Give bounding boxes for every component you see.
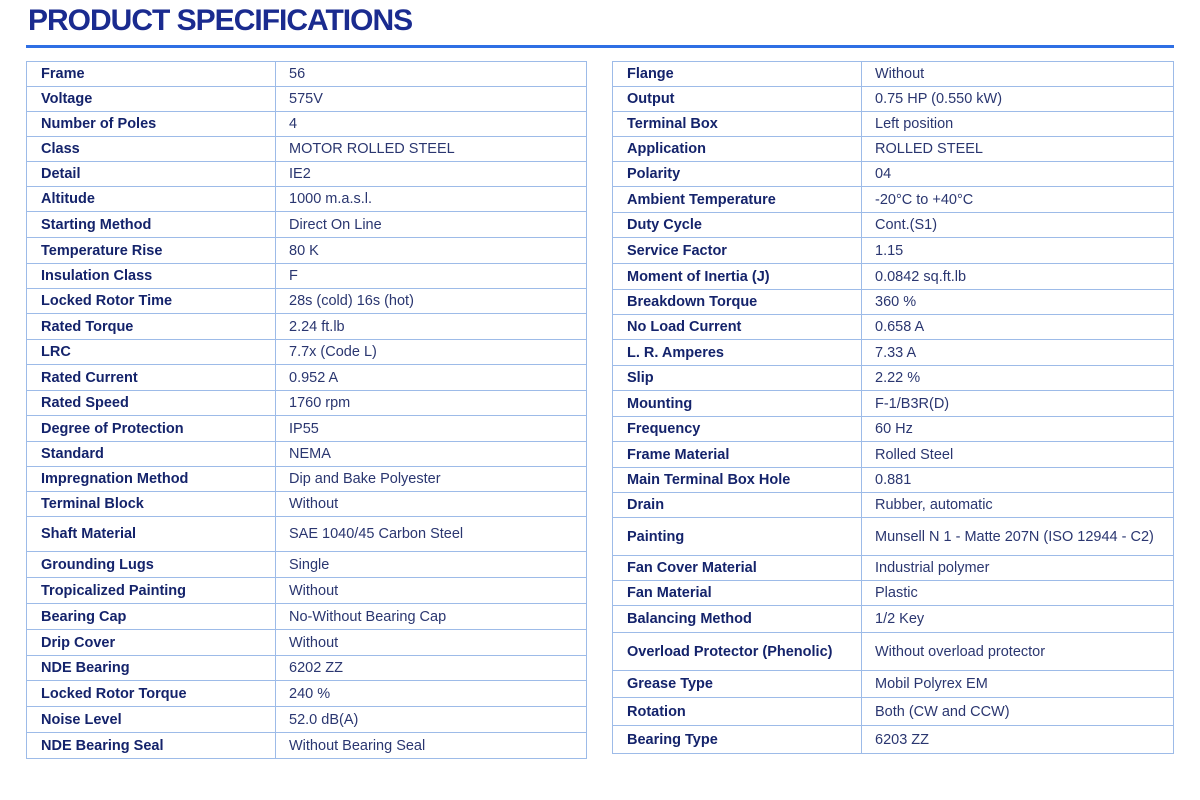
spec-row <box>27 467 587 492</box>
spec-value: F <box>276 264 587 289</box>
spec-label: Painting <box>613 518 862 556</box>
page-title: PRODUCT SPECIFICATIONS <box>28 4 413 37</box>
spec-row <box>613 264 1174 290</box>
spec-label: Locked Rotor Time <box>27 289 276 314</box>
spec-label: Bearing Type <box>613 726 862 754</box>
spec-label: Shaft Material <box>27 517 276 552</box>
spec-row <box>27 162 587 187</box>
spec-value: SAE 1040/45 Carbon Steel <box>276 517 587 552</box>
spec-row <box>27 314 587 340</box>
spec-value: Rubber, automatic <box>862 493 1174 518</box>
spec-row <box>613 87 1174 112</box>
spec-label: Mounting <box>613 391 862 417</box>
spec-label: Temperature Rise <box>27 238 276 264</box>
spec-label: Voltage <box>27 87 276 112</box>
spec-value: 360 % <box>862 290 1174 315</box>
spec-value: MOTOR ROLLED STEEL <box>276 137 587 162</box>
spec-row <box>27 656 587 681</box>
spec-row <box>613 366 1174 391</box>
spec-row <box>613 493 1174 518</box>
spec-label: Insulation Class <box>27 264 276 289</box>
spec-value: 0.881 <box>862 468 1174 493</box>
spec-value: Without Bearing Seal <box>276 733 587 759</box>
spec-label: NDE Bearing Seal <box>27 733 276 759</box>
spec-label: Frame Material <box>613 442 862 468</box>
spec-label: Locked Rotor Torque <box>27 681 276 707</box>
spec-label: Impregnation Method <box>27 467 276 492</box>
spec-value: 52.0 dB(A) <box>276 707 587 733</box>
spec-row <box>613 238 1174 264</box>
spec-row <box>27 578 587 604</box>
spec-value: 1000 m.a.s.l. <box>276 187 587 212</box>
spec-row <box>27 416 587 442</box>
spec-label: Grease Type <box>613 671 862 698</box>
spec-value: Mobil Polyrex EM <box>862 671 1174 698</box>
spec-value: 6202 ZZ <box>276 656 587 681</box>
spec-row <box>27 517 587 552</box>
spec-label: Ambient Temperature <box>613 187 862 213</box>
spec-label: Rotation <box>613 698 862 726</box>
spec-label: Fan Material <box>613 581 862 606</box>
spec-row <box>613 468 1174 493</box>
spec-value: 04 <box>862 162 1174 187</box>
spec-row <box>27 340 587 365</box>
spec-value: Without <box>276 630 587 656</box>
spec-label: Overload Protector (Phenolic) <box>613 633 862 671</box>
spec-row <box>613 671 1174 698</box>
spec-value: 1.15 <box>862 238 1174 264</box>
spec-value: Rolled Steel <box>862 442 1174 468</box>
spec-row <box>613 187 1174 213</box>
spec-value: 56 <box>276 62 587 87</box>
spec-value: Munsell N 1 - Matte 207N (ISO 12944 - C2) <box>862 518 1174 556</box>
spec-row <box>613 581 1174 606</box>
spec-label: Degree of Protection <box>27 416 276 442</box>
spec-value: IP55 <box>276 416 587 442</box>
spec-value: Direct On Line <box>276 212 587 238</box>
spec-value: Without <box>276 578 587 604</box>
spec-row <box>27 289 587 314</box>
spec-row <box>27 391 587 416</box>
spec-row <box>613 137 1174 162</box>
spec-row <box>613 606 1174 633</box>
spec-table-left <box>26 61 587 759</box>
spec-row <box>27 264 587 289</box>
spec-label: Flange <box>613 62 862 87</box>
spec-row <box>27 238 587 264</box>
spec-value: Without <box>862 62 1174 87</box>
spec-value: ROLLED STEEL <box>862 137 1174 162</box>
spec-row <box>613 315 1174 340</box>
spec-row <box>613 290 1174 315</box>
spec-value: NEMA <box>276 442 587 467</box>
spec-value: 0.952 A <box>276 365 587 391</box>
spec-value: 6203 ZZ <box>862 726 1174 754</box>
spec-label: Balancing Method <box>613 606 862 633</box>
spec-row <box>27 707 587 733</box>
spec-value: 2.22 % <box>862 366 1174 391</box>
spec-row <box>27 212 587 238</box>
spec-value: 7.33 A <box>862 340 1174 366</box>
spec-row <box>613 633 1174 671</box>
spec-value: 4 <box>276 112 587 137</box>
spec-row <box>27 604 587 630</box>
spec-label: Drain <box>613 493 862 518</box>
spec-row <box>27 137 587 162</box>
spec-value: Without <box>276 492 587 517</box>
spec-value: 2.24 ft.lb <box>276 314 587 340</box>
spec-row <box>27 365 587 391</box>
spec-label: Frequency <box>613 417 862 442</box>
spec-label: Polarity <box>613 162 862 187</box>
spec-label: Detail <box>27 162 276 187</box>
spec-row <box>27 112 587 137</box>
spec-label: Frame <box>27 62 276 87</box>
spec-row <box>27 681 587 707</box>
spec-label: LRC <box>27 340 276 365</box>
spec-label: Rated Torque <box>27 314 276 340</box>
spec-value: Left position <box>862 112 1174 137</box>
spec-value: -20°C to +40°C <box>862 187 1174 213</box>
spec-label: Standard <box>27 442 276 467</box>
spec-value: Dip and Bake Polyester <box>276 467 587 492</box>
spec-label: Duty Cycle <box>613 213 862 238</box>
spec-table-right <box>612 61 1174 754</box>
spec-label: Output <box>613 87 862 112</box>
spec-value: 575V <box>276 87 587 112</box>
spec-row <box>613 698 1174 726</box>
spec-label: NDE Bearing <box>27 656 276 681</box>
spec-label: Noise Level <box>27 707 276 733</box>
spec-label: L. R. Amperes <box>613 340 862 366</box>
spec-value: 80 K <box>276 238 587 264</box>
spec-row <box>27 62 587 87</box>
spec-value: Both (CW and CCW) <box>862 698 1174 726</box>
spec-label: Rated Current <box>27 365 276 391</box>
spec-label: Breakdown Torque <box>613 290 862 315</box>
spec-value: 7.7x (Code L) <box>276 340 587 365</box>
spec-row <box>613 442 1174 468</box>
spec-value: 1/2 Key <box>862 606 1174 633</box>
spec-value: Industrial polymer <box>862 556 1174 581</box>
spec-row <box>27 630 587 656</box>
spec-row <box>613 391 1174 417</box>
spec-row <box>613 213 1174 238</box>
spec-label: Main Terminal Box Hole <box>613 468 862 493</box>
spec-label: Terminal Block <box>27 492 276 517</box>
spec-value: 0.75 HP (0.550 kW) <box>862 87 1174 112</box>
spec-value: 28s (cold) 16s (hot) <box>276 289 587 314</box>
spec-row <box>613 556 1174 581</box>
spec-label: Fan Cover Material <box>613 556 862 581</box>
spec-value: 0.658 A <box>862 315 1174 340</box>
spec-value: 1760 rpm <box>276 391 587 416</box>
spec-row <box>27 442 587 467</box>
spec-row <box>613 162 1174 187</box>
spec-row <box>27 492 587 517</box>
spec-row <box>613 112 1174 137</box>
spec-value: F-1/B3R(D) <box>862 391 1174 417</box>
spec-label: Starting Method <box>27 212 276 238</box>
spec-value: Plastic <box>862 581 1174 606</box>
spec-value: IE2 <box>276 162 587 187</box>
spec-value: Without overload protector <box>862 633 1174 671</box>
spec-label: Service Factor <box>613 238 862 264</box>
spec-row <box>27 733 587 759</box>
spec-value: 60 Hz <box>862 417 1174 442</box>
spec-value: Cont.(S1) <box>862 213 1174 238</box>
spec-value: 240 % <box>276 681 587 707</box>
spec-row <box>613 417 1174 442</box>
spec-value: 0.0842 sq.ft.lb <box>862 264 1174 290</box>
spec-value: Single <box>276 552 587 578</box>
spec-label: Bearing Cap <box>27 604 276 630</box>
spec-label: No Load Current <box>613 315 862 340</box>
spec-label: Grounding Lugs <box>27 552 276 578</box>
spec-label: Terminal Box <box>613 112 862 137</box>
spec-value: No-Without Bearing Cap <box>276 604 587 630</box>
spec-row <box>613 62 1174 87</box>
spec-label: Slip <box>613 366 862 391</box>
spec-label: Rated Speed <box>27 391 276 416</box>
title-divider <box>26 45 1174 48</box>
spec-label: Tropicalized Painting <box>27 578 276 604</box>
spec-row <box>27 87 587 112</box>
spec-row <box>27 552 587 578</box>
spec-label: Class <box>27 137 276 162</box>
spec-row <box>613 726 1174 754</box>
spec-label: Drip Cover <box>27 630 276 656</box>
spec-row <box>27 187 587 212</box>
spec-label: Moment of Inertia (J) <box>613 264 862 290</box>
spec-label: Altitude <box>27 187 276 212</box>
spec-row <box>613 518 1174 556</box>
spec-row <box>613 340 1174 366</box>
spec-label: Number of Poles <box>27 112 276 137</box>
spec-label: Application <box>613 137 862 162</box>
